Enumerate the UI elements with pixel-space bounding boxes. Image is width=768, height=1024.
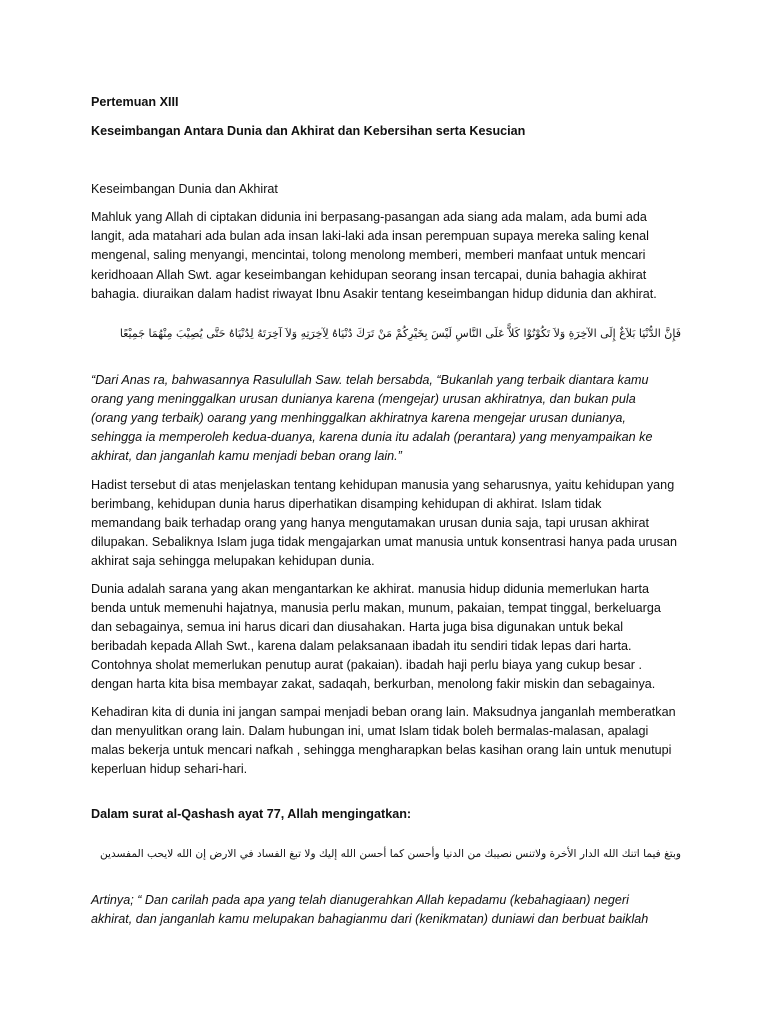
section-title: Keseimbangan Dunia dan Akhirat bbox=[91, 182, 278, 196]
text-line: Mahluk yang Allah di ciptakan didunia ini berpasang-pasangan ada siang ada malam, ada bumi ada bbox=[91, 210, 647, 224]
text-line: keridhoaan Allah Swt. agar keseimbangan kehidupan seorang insan tercapai, dunia bahagia akhirat bbox=[91, 268, 647, 282]
text-line: Dunia adalah sarana yang akan mengantarkan ke akhirat. manusia hidup didunia memerlukan harta bbox=[91, 582, 649, 596]
document-title: Keseimbangan Antara Dunia dan Akhirat dan Kebersihan serta Kesucian bbox=[91, 124, 526, 138]
text-line: dan sebagainya, semua ini harus dicari dan diusahakan. Harta juga bisa digunakan untuk bekal bbox=[91, 620, 624, 634]
text-line: Artinya; “ Dan carilah pada apa yang telah dianugerahkan Allah kepadamu (kebahagiaan) negeri bbox=[91, 893, 629, 907]
text-line: keperluan hidup sehari-hari. bbox=[91, 762, 248, 776]
text-line: akhirat, dan janganlah kamu melupakan bahagianmu dari (kenikmatan) duniawi dan berbuat baiklah bbox=[91, 912, 649, 926]
text-line: dengan harta kita bisa membayar zakat, sadaqah, berkurban, menolong fakir miskin dan sebagainya. bbox=[91, 677, 656, 691]
text-line: sehingga ia memperoleh kedua-duanya, karena dunia itu adalah (perantara) yang menyampaikan ke bbox=[91, 430, 653, 444]
text-line: dilupakan. Sebaliknya Islam juga tidak mengajarkan umat manusia untuk konsentrasi hanya pada urusan bbox=[91, 535, 677, 549]
text-line: mengenal, saling menyangi, mencintai, tolong menolong memberi, memberi manfaat untuk mencari bbox=[91, 248, 646, 262]
text-line: benda untuk memenuhi hajatnya, manusia perlu makan, munum, pakaian, tempat tinggal, berkeluarga bbox=[91, 601, 661, 615]
quran-arabic: وبتغ فيما اتنك الله الدار الأخرة ولاتنس نصيبك من الدنيا وأحسن كما أحسن الله إليك ولا تبغ الفساد في الارض إن الله لايحب المفسدين bbox=[99, 847, 681, 860]
text-line: akhirat, dan janganlah kamu menjadi beban orang lain.” bbox=[91, 449, 402, 463]
text-line: akhirat saja sehingga melupakan kehidupan dunia. bbox=[91, 554, 375, 568]
text-line: “Dari Anas ra, bahwasannya Rasulullah Saw. telah bersabda, “Bukanlah yang terbaik diantara kamu bbox=[91, 373, 649, 387]
text-line: langit, ada matahari ada bulan ada insan laki-laki ada insan perempuan supaya mereka saling kenal bbox=[91, 229, 649, 243]
text-line: berimbang, kehidupan dunia harus diperhatikan disamping kehidupan di akhirat. Islam tidak bbox=[91, 497, 602, 511]
text-line: malas bekerja untuk mencari nafkah , sehingga mengharapkan belas kasihan orang lain untuk menutupi bbox=[91, 743, 672, 757]
text-line: bahagia. diuraikan dalam hadist riwayat Ibnu Asakir tentang keseimbangan hidup didunia dan akhirat. bbox=[91, 287, 657, 301]
text-line: dan menyulitkan orang lain. Dalam hubungan ini, umat Islam tidak boleh bermalas-malasan, apalagi bbox=[91, 724, 649, 738]
hadith-arabic: فَإِنَّ الدُّنْيَا بَلاَغٌ إِلَى الآخِرَةِ وَلاَ تَكُوْنُوْا كَلاًّ عَلَى النَّاسِ لَيْسَ بِخَيْرِكُمْ مَنْ تَرَكَ دُنْيَاهُ لِآخِرَتِهِ وَلاَ آخِرَتَهُ لِدُنْيَاهُ حَتَّى يُصِيْبَ مِنْهُمَا جَمِيْعًا bbox=[119, 327, 681, 340]
text-line: beribadah kepada Allah Swt., karena dalam pelaksanaan ibadah itu sendiri tidak lepas dari harta. bbox=[91, 639, 632, 653]
text-line: memandang baik terhadap orang yang hanya mengutamakan urusan dunia saja, tapi urusan akhirat bbox=[91, 516, 649, 530]
text-line: Kehadiran kita di dunia ini jangan sampai menjadi beban orang lain. Maksudnya janganlah memberatkan bbox=[91, 705, 676, 719]
text-line: (orang yang terbaik) oarang yang menhinggalkan akhiratnya karena mengejar urusan dunianya, bbox=[91, 411, 626, 425]
text-line: Hadist tersebut di atas menjelaskan tentang kehidupan manusia yang seharusnya, yaitu kehidupan yang bbox=[91, 478, 675, 492]
text-line: Contohnya sholat memerlukan penutup aurat (pakaian). ibadah haji perlu biaya yang cukup besar . bbox=[91, 658, 642, 672]
meeting-heading: Pertemuan XIII bbox=[91, 95, 179, 109]
quran-intro: Dalam surat al-Qashash ayat 77, Allah mengingatkan: bbox=[91, 807, 412, 821]
text-line: orang yang meninggalkan urusan dunianya karena (mengejar) urusan akhiratnya, dan bukan pula bbox=[91, 392, 636, 406]
